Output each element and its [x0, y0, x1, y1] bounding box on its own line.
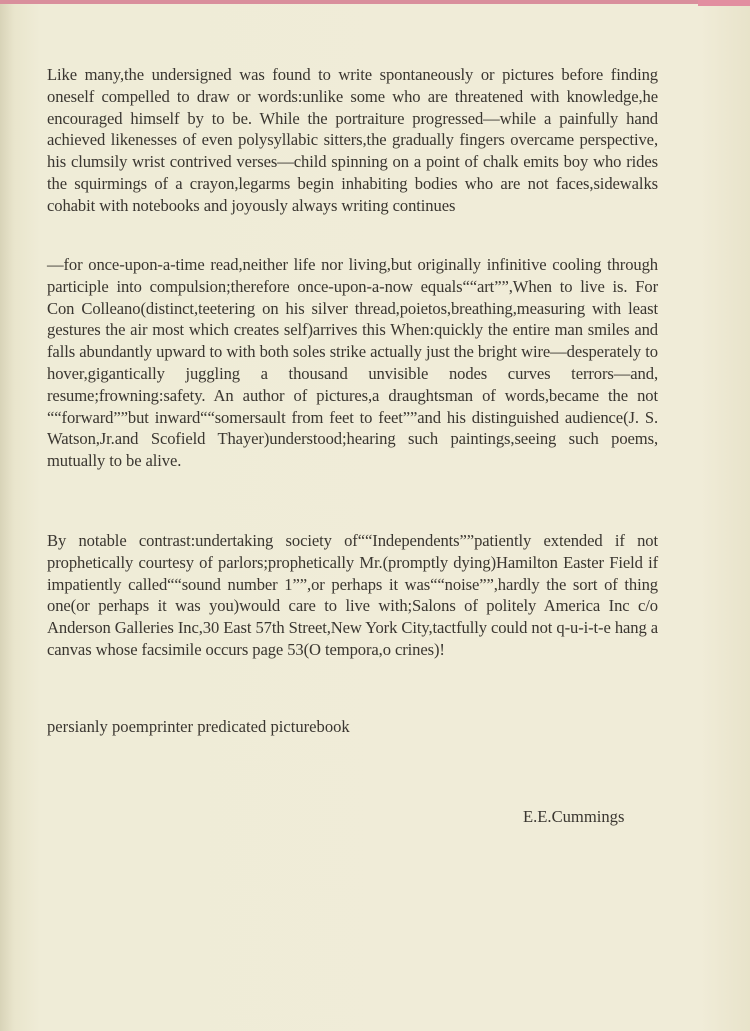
- paragraph-1: Like many,the undersigned was found to write spontaneously or pictures before finding oneself compelled to draw or words:unlike some who are threatened with knowledge,he encouraged himself by to be. While the portraiture progressed—while a painfully hand achieved likenesses of even polysyllabic sitters,the gradually fingers overcame perspective, his clumsily wrist contrived verses—child spinning on a point of chalk emits boy who rides the squirmings of a crayon,legarms begin inhabiting bodies who are not faces,sidewalks cohabit with notebooks and joyously always writing continues: [47, 65, 658, 215]
- paragraph-2: —for once-upon-a-time read,neither life nor living,but originally infinitive cooling through participle into compulsion;therefore once-upon-a-now equals““art””,When to live is. For Con Colleano(distinct,teetering on his silver thread,poietos,breathing,measuring with least gestures the air most which creates self)arrives this When:quickly the entire man smiles and falls abundantly upward to with both soles strike actually just the bright wire—desperately to hover,gigantically juggling a thousand unvisible nodes curves terrors—and, resume;frowning:safety. An author of pictures,a draughtsman of words,became the not ““forward””but inward““somersault from feet to feet””and his distinguished audience(J. S. Watson,Jr.and Scofield Thayer)understood;hearing such paintings,seeing such poems, mutually to be alive.: [47, 255, 658, 471]
- page-top-edge: [0, 0, 750, 4]
- paragraph-3: By notable contrast:undertaking society of““Independents””patiently extended if not prophetically courtesy of parlors;prophetically Mr.(promptly dying)Hamilton Easter Field if impatiently called““sound number 1””,or perhaps it was““noise””,hardly the sort of thing one(or perhaps it was you)would care to live with;Salons of politely America Inc c/o Anderson Galleries Inc,30 East 57th Street,New York City,tactfully could not q-u-i-t-e hang a canvas whose facsimile occurs page 53(O tempora,o crines)!: [47, 531, 658, 659]
- author-signature: E.E.Cummings: [523, 807, 625, 826]
- tagline: persianly poemprinter predicated picturebook: [47, 717, 350, 736]
- page-corner-mark: [698, 0, 750, 6]
